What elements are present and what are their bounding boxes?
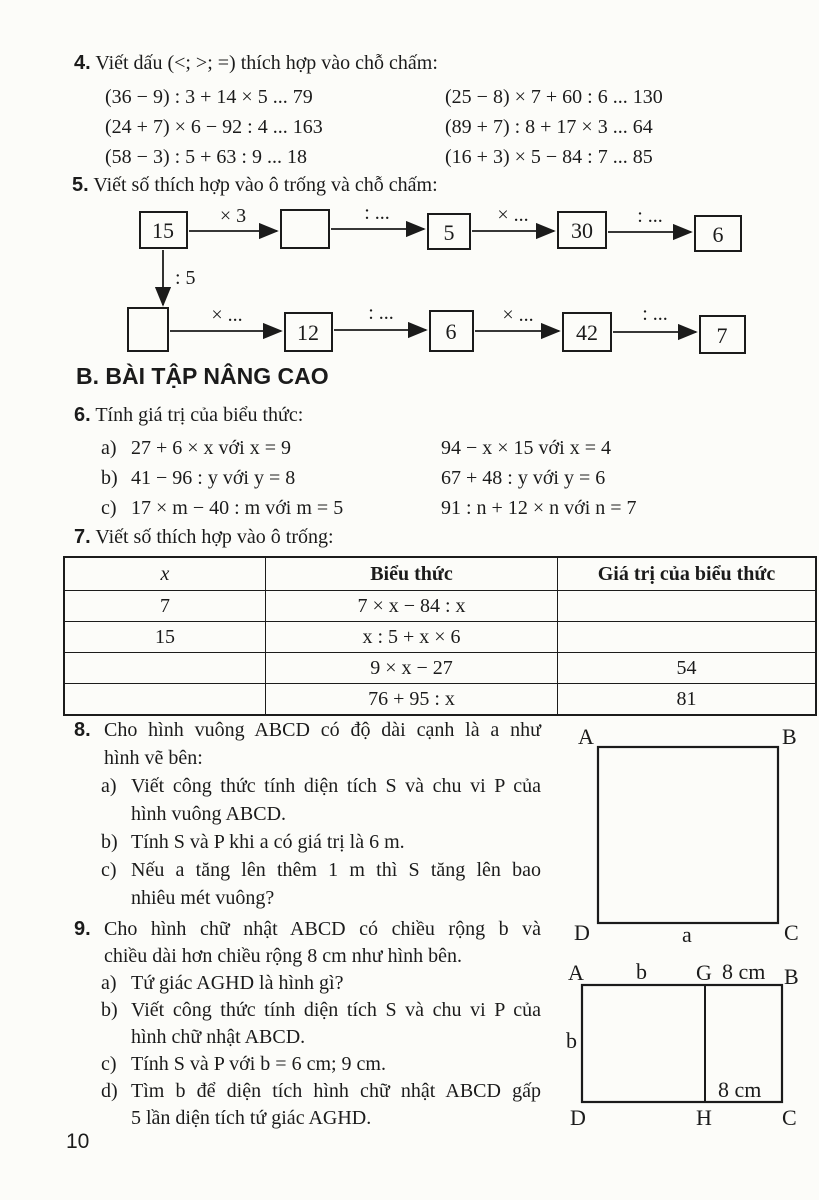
p9-item-b-line-2: hình chữ nhật ABCD. xyxy=(131,1026,306,1048)
p4-expression-right-1: (25 − 8) × 7 + 60 : 6 ... 130 xyxy=(445,86,663,108)
flow-op-divide-dots: : ... xyxy=(364,202,390,224)
square-abcd-figure xyxy=(560,718,816,948)
table-row xyxy=(64,622,816,653)
p6-label-b: b) xyxy=(101,467,118,489)
flow-box-7-value: 7 xyxy=(716,323,728,348)
table-header-row xyxy=(64,557,816,591)
p8-item-a xyxy=(101,772,541,828)
cell-expr-2: x : 5 + x × 6 xyxy=(266,622,558,653)
flow-box-42-value: 42 xyxy=(576,320,598,345)
problem-6-expressions xyxy=(74,433,814,523)
p8-item-b xyxy=(101,828,541,856)
square-corner-a: A xyxy=(578,724,594,749)
p6-expression-c-left: 17 × m − 40 : m với m = 5 xyxy=(131,497,344,519)
table-row xyxy=(64,684,816,716)
problem-6-number: 6. xyxy=(74,404,91,426)
problem-7-title: Viết số thích hợp vào ô trống: xyxy=(95,526,334,548)
square-corner-d: D xyxy=(574,920,590,945)
p6-expression-a-right: 94 − x × 15 với x = 4 xyxy=(441,437,611,459)
p8-intro-line-2: hình vẽ bên: xyxy=(104,747,203,769)
cell-val-4: 81 xyxy=(558,684,817,716)
flow-box-5-value: 5 xyxy=(443,220,455,245)
flow-op-times-3: × 3 xyxy=(219,205,247,227)
problem-4-title-line xyxy=(74,48,814,78)
p6-expression-c-right: 91 : n + 12 × n với n = 7 xyxy=(441,497,637,519)
p6-expression-a-left: 27 + 6 × x với x = 9 xyxy=(131,437,291,459)
problem-6-title-line xyxy=(74,400,814,430)
table-row xyxy=(64,591,816,622)
problem-6-title: Tính giá trị của biểu thức: xyxy=(95,404,304,426)
p8-item-a-line-1: Viết công thức tính diện tích S và chu vi P của xyxy=(131,775,541,797)
p9-item-a-label: a) xyxy=(101,972,117,994)
problem-5-number: 5. xyxy=(72,174,89,196)
p9-item-c-line-1: Tính S và P với b = 6 cm; 9 cm. xyxy=(131,1053,386,1075)
expression-value-table xyxy=(63,556,817,716)
cell-x-3 xyxy=(64,653,266,684)
p4-expression-left-2: (24 + 7) × 6 − 92 : 4 ... 163 xyxy=(105,116,323,138)
rect-corner-b: B xyxy=(784,964,799,989)
p8-item-a-label: a) xyxy=(101,775,117,797)
cell-expr-4: 76 + 95 : x xyxy=(266,684,558,716)
table-row xyxy=(64,653,816,684)
flow-op-times-dots: × ... xyxy=(497,204,529,226)
table-header-expr: Biểu thức xyxy=(266,557,558,591)
p9-item-b-line-1: Viết công thức tính diện tích S và chu vi P của xyxy=(131,999,541,1021)
rect-inner-8cm-label: 8 cm xyxy=(718,1077,762,1102)
cell-x-4 xyxy=(64,684,266,716)
problem-5-title: Viết số thích hợp vào ô trống và chỗ chấm: xyxy=(93,174,438,196)
cell-x-1: 7 xyxy=(64,591,266,622)
number-chain-diagram xyxy=(105,200,765,360)
flow-op-divide-dots: : ... xyxy=(368,302,394,324)
p9-intro-line-1: Cho hình chữ nhật ABCD có chiều rộng b và xyxy=(104,918,541,940)
p6-row-a xyxy=(74,433,814,463)
rect-corner-c: C xyxy=(782,1105,797,1130)
rect-point-h: H xyxy=(696,1105,712,1130)
problem-9 xyxy=(74,916,541,1132)
flow-op-divide-dots: : ... xyxy=(637,205,663,227)
p8-item-c-line-1: Nếu a tăng lên thêm 1 m thì S tăng lên bao xyxy=(131,859,541,881)
p8-item-a-line-2: hình vuông ABCD. xyxy=(131,803,287,825)
rectangle-abcd-figure xyxy=(560,952,819,1137)
page-number: 10 xyxy=(66,1130,90,1153)
p9-item-d-line-2: 5 lần diện tích tứ giác AGHD. xyxy=(131,1107,372,1129)
problem-9-number: 9. xyxy=(74,918,91,940)
p9-item-d-line-1: Tìm b để diện tích hình chữ nhật ABCD gấp xyxy=(131,1080,541,1102)
flow-box-empty-bottom xyxy=(128,308,168,351)
problem-8 xyxy=(74,716,541,912)
flow-box-empty-top xyxy=(281,210,329,248)
rect-top-b-label: b xyxy=(636,959,647,984)
flow-box-6-bottom-value: 6 xyxy=(445,319,457,344)
rect-corner-a: A xyxy=(568,960,584,985)
cell-expr-1: 7 × x − 84 : x xyxy=(266,591,558,622)
p6-expression-b-left: 41 − 96 : y với y = 8 xyxy=(131,467,296,489)
p8-intro-line-1: Cho hình vuông ABCD có độ dài cạnh là a như xyxy=(104,719,541,741)
problem-4-expressions xyxy=(74,82,814,172)
flow-box-6-top-value: 6 xyxy=(712,222,724,247)
p6-row-c xyxy=(74,493,814,523)
section-b-heading: B. BÀI TẬP NÂNG CAO xyxy=(76,363,329,389)
square-outline xyxy=(598,747,778,923)
cell-val-1 xyxy=(558,591,817,622)
p9-item-c xyxy=(101,1051,541,1078)
p6-label-a: a) xyxy=(101,437,117,459)
problem-4-number: 4. xyxy=(74,52,91,74)
cell-x-2: 15 xyxy=(64,622,266,653)
p4-expression-left-3: (58 − 3) : 5 + 63 : 9 ... 18 xyxy=(105,146,307,168)
flow-box-30-value: 30 xyxy=(571,218,593,243)
table-header-x: x xyxy=(64,557,266,591)
p9-item-d-label: d) xyxy=(101,1080,118,1102)
problem-6 xyxy=(74,400,814,523)
p9-item-d xyxy=(101,1078,541,1132)
cell-expr-3: 9 × x − 27 xyxy=(266,653,558,684)
problem-8-number: 8. xyxy=(74,719,91,741)
p8-item-c-label: c) xyxy=(101,859,117,881)
p8-item-c xyxy=(101,856,541,912)
p9-item-a-line-1: Tứ giác AGHD là hình gì? xyxy=(131,972,344,994)
p6-label-c: c) xyxy=(101,497,117,519)
rect-left-b-label: b xyxy=(566,1028,577,1053)
problem-7-title-line xyxy=(74,522,334,552)
problem-8-intro xyxy=(74,716,541,772)
cell-val-2 xyxy=(558,622,817,653)
square-side-label: a xyxy=(682,922,692,947)
p4-expression-left-1: (36 − 9) : 3 + 14 × 5 ... 79 xyxy=(105,86,313,108)
p6-row-b xyxy=(74,463,814,493)
problem-4 xyxy=(74,48,814,172)
flow-op-divide-5: : 5 xyxy=(175,267,196,289)
problem-5-title-line xyxy=(72,170,438,200)
p9-item-c-label: c) xyxy=(101,1053,117,1075)
flow-op-times-dots: × ... xyxy=(502,304,534,326)
cell-val-3: 54 xyxy=(558,653,817,684)
p9-item-a xyxy=(101,970,541,997)
p8-item-c-line-2: nhiêu mét vuông? xyxy=(131,887,275,909)
rect-point-g: G xyxy=(696,960,712,985)
square-corner-b: B xyxy=(782,724,797,749)
problem-9-intro xyxy=(74,916,541,970)
p9-item-b xyxy=(101,997,541,1051)
p8-item-b-line-1: Tính S và P khi a có giá trị là 6 m. xyxy=(131,831,405,853)
square-corner-c: C xyxy=(784,920,799,945)
p6-expression-b-right: 67 + 48 : y với y = 6 xyxy=(441,467,606,489)
problem-4-title: Viết dấu (<; >; =) thích hợp vào chỗ chấm: xyxy=(95,52,438,74)
p8-item-b-label: b) xyxy=(101,831,118,853)
p4-expression-right-3: (16 + 3) × 5 − 84 : 7 ... 85 xyxy=(445,146,653,168)
problem-7-number: 7. xyxy=(74,526,91,548)
flow-box-15-value: 15 xyxy=(152,218,174,243)
rect-top-8cm-label: 8 cm xyxy=(722,959,766,984)
rect-corner-d: D xyxy=(570,1105,586,1130)
flow-op-times-dots: × ... xyxy=(211,304,243,326)
flow-op-divide-dots: : ... xyxy=(642,303,668,325)
flow-box-12-value: 12 xyxy=(297,320,319,345)
p9-item-b-label: b) xyxy=(101,999,118,1021)
p9-intro-line-2: chiều dài hơn chiều rộng 8 cm như hình bên. xyxy=(104,945,462,967)
p4-expression-right-2: (89 + 7) : 8 + 17 × 3 ... 64 xyxy=(445,116,653,138)
table-header-value: Giá trị của biểu thức xyxy=(558,557,817,591)
